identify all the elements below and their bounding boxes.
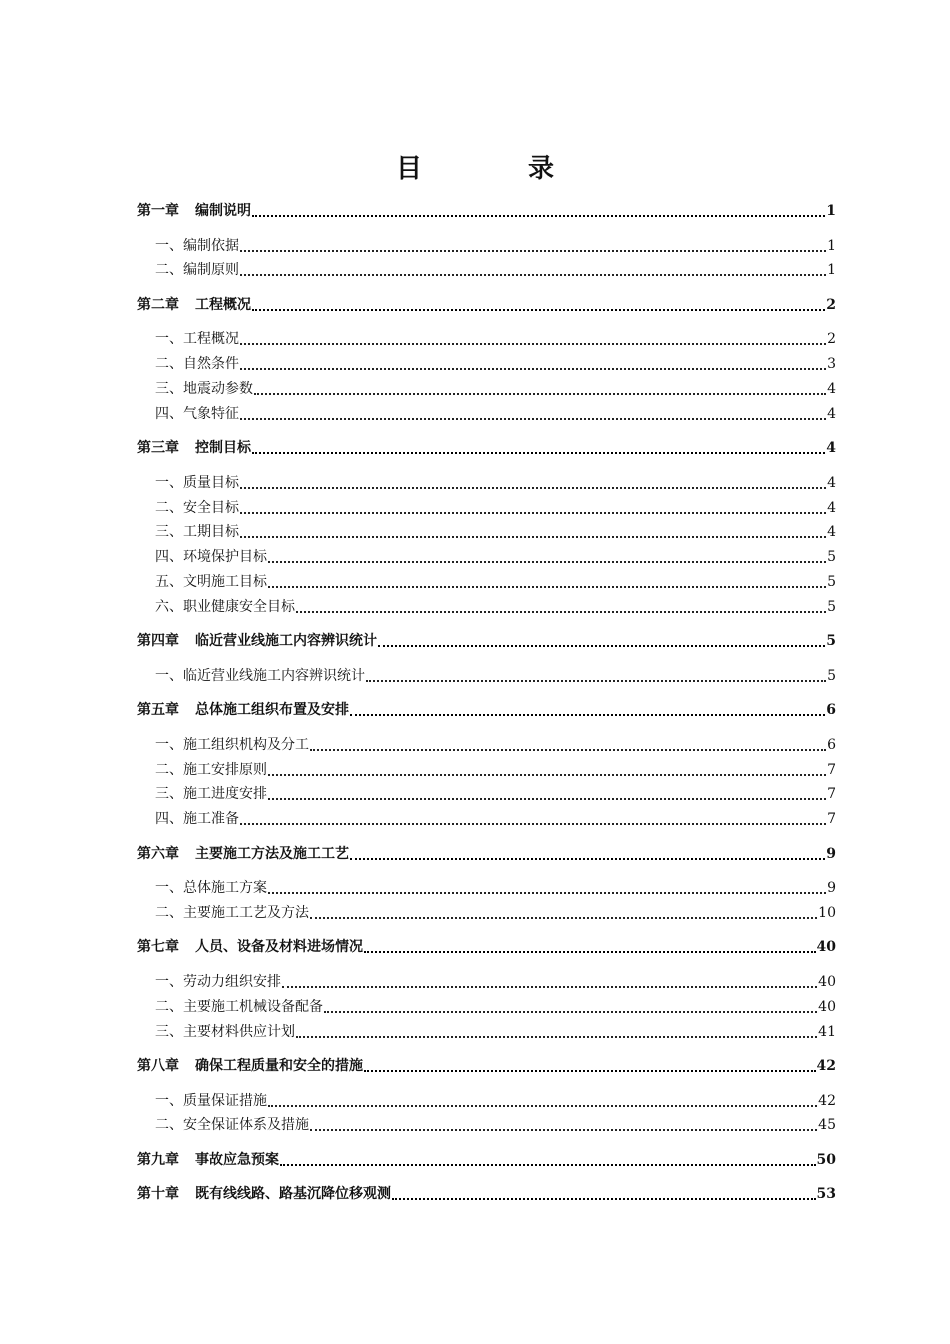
- chapter-number: 第三章: [137, 440, 179, 457]
- toc-entry-label: [137, 1185, 391, 1203]
- toc-page-number: 1: [826, 203, 836, 219]
- dot-leader: [252, 448, 825, 454]
- toc-entry-label: 四、气象特征: [155, 405, 239, 422]
- chapter-title: 工程概况: [195, 296, 251, 313]
- toc-entry-label: 五、文明施工目标: [155, 573, 267, 590]
- toc-page-number: 2: [826, 296, 836, 313]
- dot-leader: [240, 508, 826, 514]
- dot-leader: [268, 557, 826, 563]
- toc-section-entry[interactable]: [137, 470, 836, 492]
- toc-chapter-entry[interactable]: [137, 435, 836, 457]
- chapter-title: 人员、设备及材料进场情况: [195, 939, 363, 956]
- toc-page-number: 10: [818, 904, 836, 921]
- toc-page-number: 7: [827, 811, 836, 828]
- dot-leader: [268, 1101, 817, 1107]
- toc-entry-label: [137, 202, 251, 220]
- toc-page-number: 53: [816, 1186, 836, 1203]
- toc-entry-label: 二、安全保证体系及措施: [155, 1117, 309, 1134]
- dot-leader: [324, 1007, 817, 1013]
- dot-leader: [240, 483, 826, 489]
- chapter-title: 编制说明: [195, 203, 251, 219]
- toc-entry-label: [137, 845, 349, 863]
- dot-leader: [296, 1032, 817, 1038]
- toc-entry-label: 一、劳动力组织安排: [155, 973, 281, 990]
- dot-leader: [310, 745, 826, 751]
- chapter-title: 既有线线路、路基沉降位移观测: [195, 1186, 391, 1203]
- toc-page-number: 4: [827, 380, 836, 397]
- toc-section-entry[interactable]: [137, 1019, 836, 1041]
- dot-leader: [378, 641, 825, 647]
- dot-leader: [364, 1066, 816, 1072]
- chapter-number: 第十章: [137, 1186, 179, 1203]
- toc-entry-label: 三、地震动参数: [155, 380, 253, 397]
- toc-section-entry[interactable]: [137, 544, 836, 566]
- dot-leader: [392, 1194, 816, 1200]
- dot-leader: [282, 982, 817, 988]
- toc-chapter-entry[interactable]: [137, 934, 836, 956]
- chapter-number: 第五章: [137, 702, 179, 719]
- toc-section-entry[interactable]: [137, 900, 836, 922]
- dot-leader: [240, 270, 826, 276]
- toc-page-number: 7: [827, 786, 836, 803]
- toc-entry-label: [137, 1151, 279, 1169]
- toc-page-number: 40: [818, 998, 836, 1015]
- dot-leader: [350, 710, 825, 716]
- toc-page-number: 1: [827, 237, 836, 254]
- toc-section-entry[interactable]: [137, 257, 836, 279]
- dot-leader: [254, 389, 826, 395]
- toc-chapter-entry[interactable]: [137, 1181, 836, 1203]
- toc-entry-label: 四、环境保护目标: [155, 549, 267, 566]
- toc-page-number: 4: [827, 499, 836, 516]
- toc-section-entry[interactable]: [137, 594, 836, 616]
- toc-entry-label: [137, 632, 377, 650]
- toc-page-number: 6: [826, 702, 836, 719]
- dot-leader: [268, 770, 826, 776]
- toc-section-entry[interactable]: [137, 401, 836, 423]
- toc-section-entry[interactable]: [137, 757, 836, 779]
- toc-section-entry[interactable]: [137, 326, 836, 348]
- toc-entry-label: 一、编制依据: [155, 237, 239, 254]
- toc-chapter-entry[interactable]: [137, 841, 836, 863]
- toc-section-entry[interactable]: [137, 663, 836, 685]
- toc-section-entry[interactable]: [137, 994, 836, 1016]
- toc-entry-label: 一、总体施工方案: [155, 880, 267, 897]
- dot-leader: [240, 246, 826, 252]
- toc-entry-label: 六、职业健康安全目标: [155, 598, 295, 615]
- toc-page-number: 40: [816, 939, 836, 956]
- chapter-title: 主要施工方法及施工工艺: [195, 845, 349, 862]
- toc-page-number: 5: [827, 667, 836, 684]
- toc-section-entry[interactable]: [137, 519, 836, 541]
- toc-page-number: 9: [827, 880, 836, 897]
- toc-entry-label: [137, 938, 363, 956]
- toc-page-number: 4: [827, 405, 836, 422]
- toc-chapter-entry[interactable]: [137, 292, 836, 314]
- dot-leader: [268, 794, 826, 800]
- toc-section-entry[interactable]: [137, 1088, 836, 1110]
- toc-page-number: 5: [826, 633, 836, 650]
- chapter-title: 事故应急预案: [195, 1151, 279, 1168]
- toc-entry-label: [137, 296, 251, 314]
- toc-chapter-entry[interactable]: [137, 1053, 836, 1075]
- toc-section-entry[interactable]: [137, 806, 836, 828]
- toc-page-number: 50: [816, 1151, 836, 1168]
- toc-page-number: 4: [827, 474, 836, 491]
- toc-page-number: 4: [826, 440, 836, 457]
- chapter-title: 总体施工组织布置及安排: [195, 702, 349, 719]
- toc-entry-label: 二、主要施工机械设备配备: [155, 998, 323, 1015]
- dot-leader: [310, 913, 817, 919]
- toc-section-entry[interactable]: [137, 1112, 836, 1134]
- toc-chapter-entry[interactable]: [137, 628, 836, 650]
- dot-leader: [280, 1160, 816, 1166]
- chapter-number: 第七章: [137, 939, 179, 956]
- toc-section-entry[interactable]: [137, 569, 836, 591]
- chapter-title: 控制目标: [195, 440, 251, 457]
- chapter-number: 第八章: [137, 1058, 179, 1074]
- dot-leader: [240, 819, 826, 825]
- toc-section-entry[interactable]: [137, 233, 836, 255]
- toc-entry-label: 二、主要施工工艺及方法: [155, 904, 309, 921]
- dot-leader: [240, 414, 826, 420]
- toc-entry-label: 一、临近营业线施工内容辨识统计: [155, 667, 365, 684]
- chapter-title: 临近营业线施工内容辨识统计: [195, 633, 377, 650]
- dot-leader: [240, 364, 826, 370]
- chapter-number: 第四章: [137, 633, 179, 650]
- chapter-number: 第六章: [137, 845, 179, 862]
- dot-leader: [268, 888, 826, 894]
- toc-entry-label: 一、工程概况: [155, 331, 239, 348]
- toc-entry-label: 二、安全目标: [155, 499, 239, 516]
- dot-leader: [252, 211, 825, 217]
- toc-page-number: 40: [818, 973, 836, 990]
- toc-page-number: 42: [818, 1092, 836, 1109]
- toc-page-number: 1: [827, 262, 836, 279]
- toc-entry-label: [137, 701, 349, 719]
- toc-page-number: 4: [827, 524, 836, 541]
- dot-leader: [240, 339, 826, 345]
- toc-chapter-entry[interactable]: [137, 697, 836, 719]
- toc-page-number: 7: [827, 761, 836, 778]
- toc-section-entry[interactable]: [137, 732, 836, 754]
- toc-page-number: 3: [827, 356, 836, 373]
- toc-section-entry[interactable]: [137, 495, 836, 517]
- page-title: 目 录: [395, 154, 594, 184]
- toc-section-entry[interactable]: [137, 376, 836, 398]
- toc-entry-label: 二、施工安排原则: [155, 761, 267, 778]
- toc-entry-label: 一、质量目标: [155, 474, 239, 491]
- chapter-number: 第一章: [137, 203, 179, 219]
- toc-entry-label: [137, 1057, 363, 1075]
- dot-leader: [366, 676, 826, 682]
- dot-leader: [268, 582, 826, 588]
- toc-page-number: 5: [827, 549, 836, 566]
- toc-entry-label: [137, 439, 251, 457]
- chapter-number: 第二章: [137, 296, 179, 313]
- dot-leader: [240, 532, 826, 538]
- toc-chapter-entry[interactable]: [137, 1147, 836, 1169]
- toc-entry-label: 三、施工进度安排: [155, 786, 267, 803]
- toc-entry-label: 三、工期目标: [155, 524, 239, 541]
- toc-chapter-entry[interactable]: [137, 198, 836, 220]
- dot-leader: [364, 947, 816, 953]
- toc-page-number: 2: [827, 331, 836, 348]
- dot-leader: [296, 607, 826, 613]
- toc-entry-label: 二、自然条件: [155, 356, 239, 373]
- toc-page-number: 9: [826, 845, 836, 862]
- dot-leader: [252, 305, 825, 311]
- dot-leader: [350, 854, 825, 860]
- toc-entry-label: 二、编制原则: [155, 262, 239, 279]
- dot-leader: [310, 1125, 817, 1131]
- toc-page-number: 45: [818, 1117, 836, 1134]
- toc-page-number: 6: [827, 736, 836, 753]
- toc-entry-label: 三、主要材料供应计划: [155, 1023, 295, 1040]
- toc-section-entry[interactable]: [137, 969, 836, 991]
- toc-page-number: 42: [816, 1058, 836, 1074]
- toc-page-number: 5: [827, 598, 836, 615]
- toc-section-entry[interactable]: [137, 875, 836, 897]
- toc-page-number: 41: [818, 1023, 836, 1040]
- toc-entry-label: 一、质量保证措施: [155, 1092, 267, 1109]
- toc-page-number: 5: [827, 573, 836, 590]
- chapter-title: 确保工程质量和安全的措施: [195, 1058, 363, 1074]
- toc-section-entry[interactable]: [137, 351, 836, 373]
- chapter-number: 第九章: [137, 1151, 179, 1168]
- toc-entry-label: 四、施工准备: [155, 811, 239, 828]
- toc-entry-label: 一、施工组织机构及分工: [155, 736, 309, 753]
- toc-section-entry[interactable]: [137, 781, 836, 803]
